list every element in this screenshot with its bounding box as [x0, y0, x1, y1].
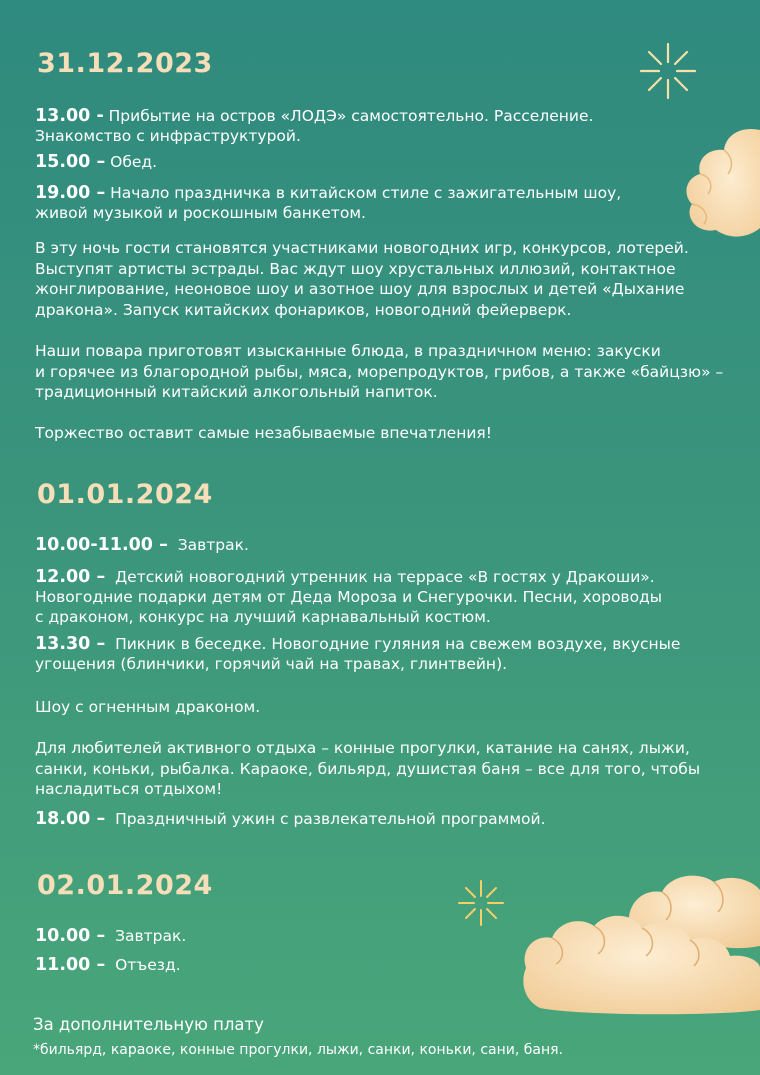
entry-text: Детский новогодний утренник на террасе «В гостях у Дракоши». [115, 568, 655, 586]
entry-text: Завтрак. [177, 536, 249, 554]
schedule-entry [35, 567, 695, 627]
entry-text: Новогодние подарки детям от Деда Мороза и Снегурочки. Песни, хороводы [35, 588, 663, 606]
description-paragraph: Торжество оставит самые незабываемые впечатления! [35, 424, 492, 442]
schedule-entry [35, 926, 435, 946]
entry-text: Обед. [110, 153, 158, 171]
entry-time: 10.00 – [35, 926, 106, 946]
entry-text: Завтрак. [115, 927, 187, 945]
entry-text: с драконом, конкурс на лучший карнавальный костюм. [35, 608, 491, 626]
schedule-entry [35, 809, 695, 829]
date-heading: 01.01.2024 [37, 479, 213, 510]
entry-time: 18.00 – [35, 809, 106, 829]
footer-title: За дополнительную плату [33, 1015, 264, 1034]
date-heading: 02.01.2024 [37, 870, 213, 901]
description-paragraph: Для любителей активного отдыха – конные прогулки, катание на санях, лыжи, санки, коньки, рыбалка. Караоке, бильярд, душистая баня – все для того, чтобы насладиться отдыхом! [35, 739, 701, 798]
entry-time: 19.00 – [35, 183, 106, 203]
entry-text: Отъезд. [115, 956, 181, 974]
entry-text: угощения (блинчики, горячий чай на травах, глинтвейн). [35, 655, 508, 673]
cloud-icon [520, 868, 760, 1016]
schedule-entry [35, 106, 675, 146]
schedule-entry [35, 955, 435, 975]
cloud-icon [682, 122, 760, 242]
description-paragraph: В эту ночь гости становятся участниками новогодних игр, конкурсов, лотерей. Выступят артисты эстрады. Вас ждут шоу хрустальных иллюзий, контактное жонглирование, неоновое шоу и азотное шоу для взрослых и детей «Дыхание дракона». Запуск китайских фонариков, новогодний фейерверк. [35, 239, 689, 319]
entry-time: 15.00 – [35, 152, 106, 172]
firework-sparkle-icon [456, 878, 506, 928]
schedule-entry [35, 535, 675, 555]
entry-text: Пикник в беседке. Новогодние гуляния на свежем воздухе, вкусные [115, 635, 681, 653]
entry-text: Прибытие на остров «ЛОДЭ» самостоятельно. Расселение. [108, 107, 594, 125]
entry-time: 12.00 – [35, 567, 106, 587]
description-paragraph: Наши повара приготовят изысканные блюда, в праздничном меню: закуски и горячее из благородной рыбы, мяса, морепродуктов, грибов, а также «байцзю» – традиционный китайский алкогольный напиток. [35, 342, 724, 401]
footer-note: *бильярд, караоке, конные прогулки, лыжи, санки, коньки, сани, баня. [33, 1042, 563, 1058]
entry-text: Праздничный ужин с развлекательной программой. [115, 810, 546, 828]
entry-time: 11.00 – [35, 955, 106, 975]
entry-text: Начало праздничка в китайском стиле с зажигательным шоу, [110, 184, 622, 202]
firework-sparkle-icon [637, 40, 699, 102]
entry-time: 10.00-11.00 – [35, 535, 168, 555]
schedule-entry [35, 634, 695, 674]
entry-text: живой музыкой и роскошным банкетом. [35, 204, 366, 222]
schedule-entry [35, 152, 675, 172]
entry-text: Знакомство с инфраструктурой. [35, 127, 301, 145]
date-heading: 31.12.2023 [37, 48, 213, 79]
schedule-entry [35, 183, 675, 223]
description-paragraph: Шоу с огненным драконом. [35, 698, 261, 716]
entry-time: 13.30 – [35, 634, 106, 654]
entry-time: 13.00 - [35, 106, 104, 126]
